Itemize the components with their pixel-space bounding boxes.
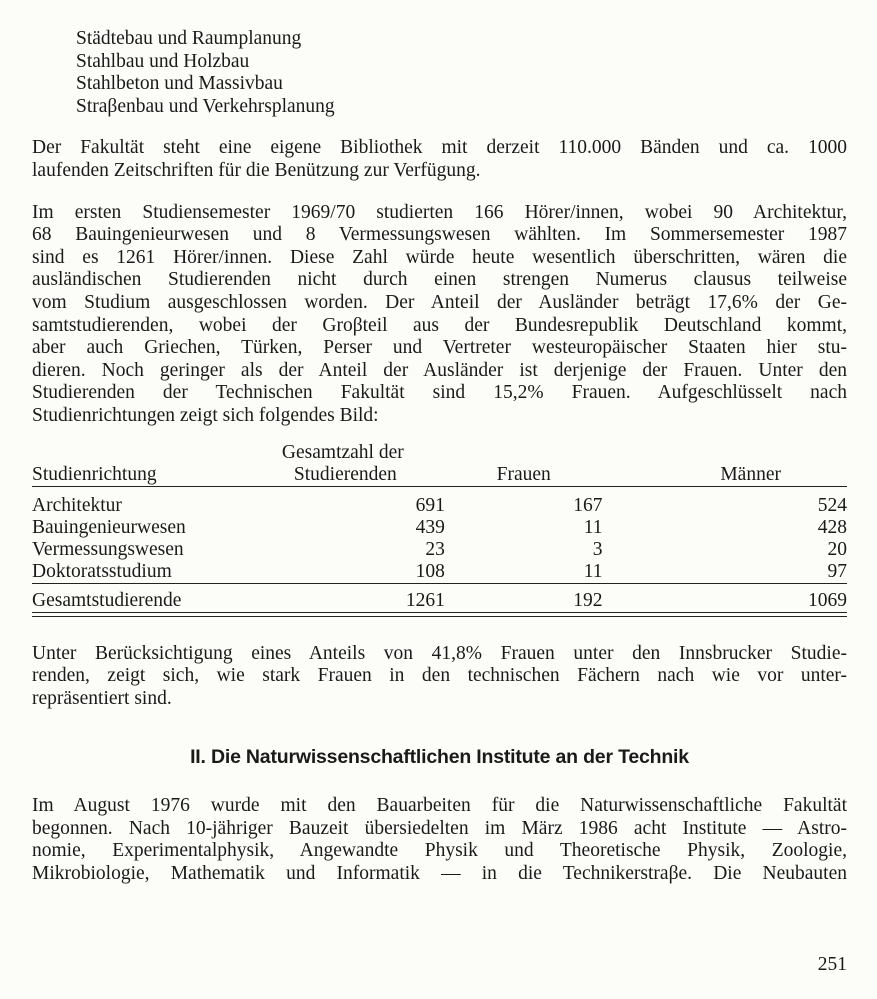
text-line: samtstudierenden, wobei der Groβteil aus der Bundesrepublik Deutschland kommt, (32, 314, 847, 336)
row-women: 11 (583, 560, 603, 582)
table-double-rule (32, 612, 847, 616)
header-gesamtzahl-line1: Gesamtzahl der (281, 441, 404, 463)
text-line: Studierenden der Technischen Fakultät sind 15,2% Frauen. Aufgeschlüsselt nach (32, 382, 847, 404)
total-total: 1261 (405, 589, 445, 611)
row-men: 97 (827, 560, 847, 582)
row-name: Vermessungswesen (32, 538, 184, 560)
header-studienrichtung: Studienrichtung (32, 463, 157, 485)
list-item: Städtebau und Raumplanung (76, 28, 302, 49)
text-line: dieren. Noch geringer als der Anteil der Ausländer ist derjenige der Frauen. Unter den (32, 359, 847, 381)
total-name: Gesamtstudierende (32, 589, 182, 611)
text-line: ausländischen Studierenden nicht durch einen strengen Numerus clausus teilweise (32, 269, 847, 291)
text-line: laufenden Zeitschriften für die Benützung zur Verfügung. (32, 159, 481, 181)
table-row (32, 539, 847, 561)
row-name: Doktoratsstudium (32, 560, 172, 582)
list-item: Stahlbau und Holzbau (76, 50, 250, 72)
students-paragraph (32, 202, 847, 428)
header-gesamtzahl (282, 442, 445, 487)
section-heading-wrap (32, 746, 847, 769)
institutes-paragraph (32, 795, 847, 885)
institute-list (76, 28, 847, 118)
text-line: Mikrobiologie, Mathematik und Informatik — in die Technikerstraβe. Die Neubauten (32, 863, 847, 885)
text-line: renden, zeigt sich, wie stark Frauen in den technischen Fächern nach wie vor unter- (32, 665, 847, 687)
document-page (32, 28, 847, 886)
library-paragraph (32, 137, 847, 182)
row-total: 108 (415, 560, 445, 582)
row-total: 439 (415, 516, 445, 538)
total-women: 192 (573, 589, 603, 611)
list-item: Straβenbau und Verkehrsplanung (76, 95, 335, 117)
page-number: 251 (817, 954, 847, 975)
table-rule (32, 486, 847, 495)
text-line: sind es 1261 Hörer/innen. Diese Zahl würde heute wesentlich überschritten, wären die (32, 246, 847, 268)
table-row (32, 561, 847, 584)
row-men: 20 (827, 538, 847, 560)
table-row (32, 495, 847, 517)
conclusion-paragraph (32, 643, 847, 711)
header-gesamtzahl-line2: Studierenden (293, 463, 397, 485)
header-maenner: Männer (720, 463, 781, 485)
total-men: 1069 (808, 589, 847, 611)
row-name: Bauingenieurwesen (32, 516, 186, 538)
table-row (32, 517, 847, 539)
row-total: 23 (425, 538, 445, 560)
text-line: Studienrichtungen zeigt sich folgendes Bild: (32, 404, 379, 426)
row-men: 524 (817, 494, 847, 516)
row-name: Architektur (32, 494, 122, 516)
header-frauen: Frauen (496, 463, 551, 485)
section-heading: II. Die Naturwissenschaftlichen Institute an der Technik (190, 746, 689, 769)
row-women: 3 (592, 538, 603, 560)
text-line: aber auch Griechen, Türken, Perser und Vertreter westeuropäischer Staaten hier stu- (32, 337, 847, 359)
table-header-row (32, 442, 847, 487)
student-statistics-table (32, 442, 847, 617)
text-line: nomie, Experimentalphysik, Angewandte Physik und Theoretische Physik, Zoologie, (32, 840, 847, 862)
list-item: Stahlbeton und Massivbau (76, 73, 283, 95)
table-total-row (32, 590, 847, 613)
text-line: vom Studium ausgeschlossen worden. Der Anteil der Ausländer beträgt 17,6% der Ge- (32, 291, 847, 313)
text-line: Im ersten Studiensemester 1969/70 studierten 166 Hörer/innen, wobei 90 Architektur, (32, 201, 847, 223)
text-line: 68 Bauingenieurwesen und 8 Vermessungswesen wählten. Im Sommersemester 1987 (32, 224, 847, 246)
text-line: Unter Berücksichtigung eines Anteils von 41,8% Frauen unter den Innsbrucker Studie- (32, 642, 847, 664)
text-line: begonnen. Nach 10-jähriger Bauzeit übersiedelten im März 1986 acht Institute — Astro- (32, 817, 847, 839)
row-men: 428 (817, 516, 847, 538)
text-line: Im August 1976 wurde mit den Bauarbeiten für die Naturwissenschaftliche Fakultät (32, 795, 847, 817)
row-total: 691 (415, 494, 445, 516)
row-women: 167 (573, 494, 603, 516)
row-women: 11 (583, 516, 603, 538)
text-line: repräsentiert sind. (32, 687, 172, 709)
text-line: Der Fakultät steht eine eigene Bibliothek mit derzeit 110.000 Bänden und ca. 1000 (32, 137, 847, 159)
